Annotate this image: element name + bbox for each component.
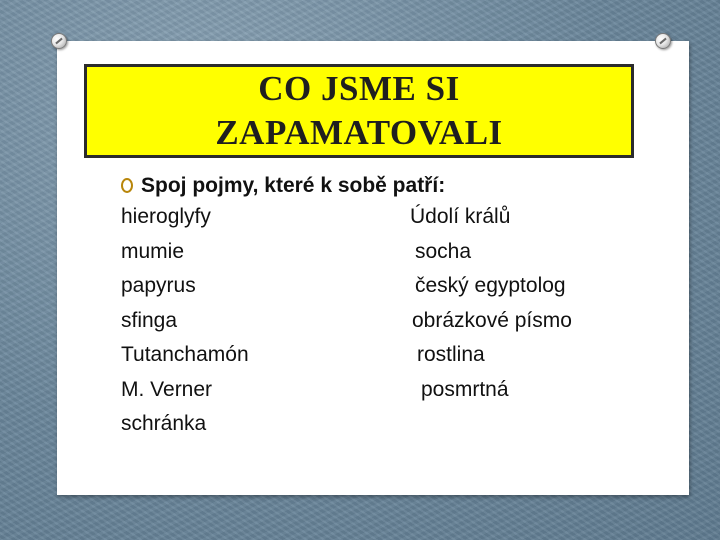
list-item: český egyptolog <box>415 274 566 297</box>
page-title <box>215 67 502 155</box>
list-item: Tutanchamón <box>121 343 249 366</box>
list-item: rostlina <box>417 343 485 366</box>
list-item: hieroglyfy <box>121 205 211 228</box>
bullet-icon <box>121 178 133 193</box>
right-terms-list <box>410 200 572 407</box>
list-item: schránka <box>121 412 207 435</box>
list-item: sfinga <box>121 308 178 332</box>
title-line-2: ZAPAMATOVALI <box>215 113 503 152</box>
title-box <box>84 64 634 158</box>
left-terms-list <box>121 200 249 442</box>
pushpin-icon <box>655 33 671 49</box>
list-item: socha <box>415 239 472 263</box>
list-item: Údolí králů <box>410 205 511 228</box>
list-item: obrázkové písmo <box>412 308 572 332</box>
instruction-line <box>121 174 445 198</box>
list-item: posmrtná <box>421 377 509 401</box>
list-item: M. Verner <box>121 377 213 401</box>
list-item: mumie <box>121 239 185 263</box>
instruction-text: Spoj pojmy, které k sobě patří: <box>141 174 446 197</box>
list-item: papyrus <box>121 274 196 297</box>
title-line-1: CO JSME SI <box>258 69 460 108</box>
pushpin-icon <box>51 33 67 49</box>
